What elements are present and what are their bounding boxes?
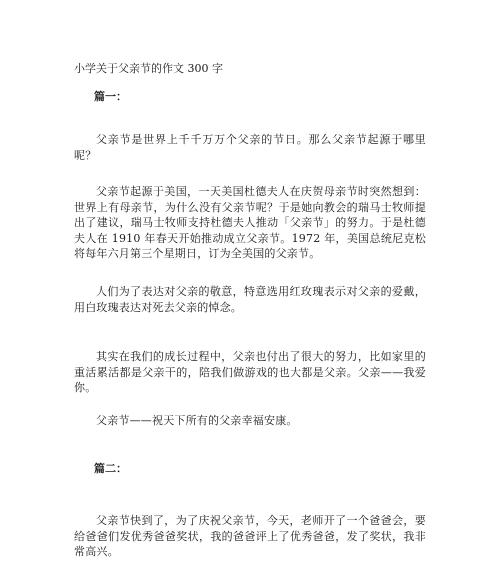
section-heading-1: 篇一： [94,90,127,103]
paragraph-growth: 其实在我们的成长过程中，父亲也付出了很大的努力，比如家里的重活累活都是父亲干的，陪我们做游戏的也大都是父亲。父亲——我爱你。 [74,350,426,394]
paragraph-award: 父亲节快到了，为了庆祝父亲节，今天，老师开了一个爸爸会，要给爸爸们发优秀爸爸奖状，我的爸爸评上了优秀爸爸，发了奖状，我非常高兴。 [74,514,426,558]
paragraph-origin: 父亲节起源于美国，一天美国杜德夫人在庆贺母亲节时突然想到：世界上有母亲节，为什么没有父亲节呢？于是她向教会的瑞马士牧师提出了建议，瑞马士牧师支持杜德夫人推动「父亲节」的努力。于是杜德夫人在 1910 年春天开始推动成立父亲节。1972 年，美国总统尼克松将每年六月第三个星期日，订为全美国的父亲节。 [74,185,426,260]
paragraph-blessing: 父亲节——祝天下所有的父亲幸福安康。 [96,414,298,427]
paragraph-intro: 父亲节是世界上千千万万个父亲的节日。那么父亲节起源于哪里呢？ [74,133,426,162]
document-title: 小学关于父亲节的作文 300 字 [74,62,223,75]
section-heading-2: 篇二： [94,462,127,475]
paragraph-roses: 人们为了表达对父亲的敬意，特意选用红玫瑰表示对父亲的爱戴，用白玫瑰表达对死去父亲的悼念。 [74,285,426,314]
